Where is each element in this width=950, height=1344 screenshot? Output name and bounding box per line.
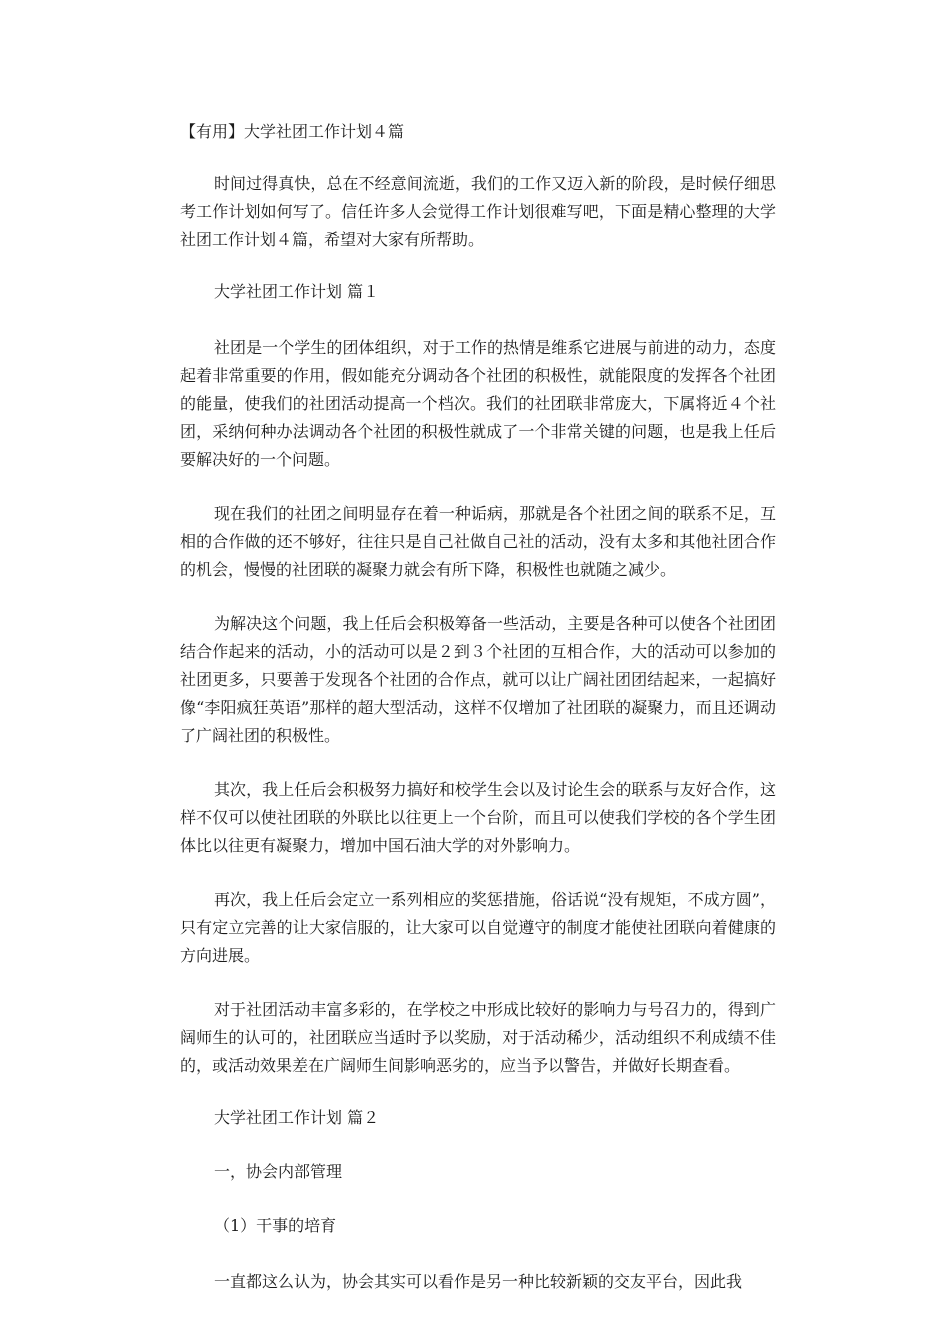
section1-paragraph-5: 再次，我上任后会定立一系列相应的奖惩措施，俗话说“没有规矩，不成方圆”，只有定立完善的让大家信服的，让大家可以自觉遵守的制度才能使社团联向着健康的方向进展。 [180,890,776,965]
section1-paragraph-1: 社团是一个学生的团体组织，对于工作的热情是维系它进展与前进的动力，态度起着非常重要的作用，假如能充分调动各个社团的积极性，就能限度的发挥各个社团的能量，使我们的社团活动提高一个档次。我们的社团联非常庞大，下属将近４个社团，采纳何种办法调动各个社团的积极性就成了一个非常关键的问题，也是我上任后要解决好的一个问题。 [180,338,776,469]
section1-paragraph-6: 对于社团活动丰富多彩的，在学校之中形成比较好的影响力与号召力的，得到广阔师生的认可的，社团联应当适时予以奖励，对于活动稀少，活动组织不利成绩不佳的，或活动效果差在广阔师生间影响恶劣的，应当予以警告，并做好长期查看。 [180,1000,776,1075]
section1-paragraph-2: 现在我们的社团之间明显存在着一种诟病，那就是各个社团之间的联系不足，互相的合作做的还不够好，往往只是自己社做自己社的活动，没有太多和其他社团合作的机会，慢慢的社团联的凝聚力就会有所下降，积极性也就随之减少。 [180,504,776,579]
section1-heading: 大学社团工作计划 篇１ [214,282,380,301]
section1-paragraph-3: 为解决这个问题，我上任后会积极筹备一些活动，主要是各种可以使各个社团团结合作起来的活动，小的活动可以是２到３个社团的互相合作，大的活动可以参加的社团更多，只要善于发现各个社团的合作点，就可以让广阔社团团结起来，一起搞好像“李阳疯狂英语”那样的超大型活动，这样不仅增加了社团联的凝聚力，而且还调动了广阔社团的积极性。 [180,614,776,745]
section2-heading: 大学社团工作计划 篇２ [214,1108,380,1127]
document-title: 【有用】大学社团工作计划４篇 [180,122,405,141]
section1-paragraph-4: 其次，我上任后会积极努力搞好和校学生会以及讨论生会的联系与友好合作，这样不仅可以使社团联的外联比以往更上一个台阶，而且可以使我们学校的各个学生团体比以往更有凝聚力，增加中国石油大学的对外影响力。 [180,780,776,855]
document-page [180,120,776,1322]
section2-paragraph: 一直都这么认为，协会其实可以看作是另一种比较新颖的交友平台，因此我 [214,1272,743,1291]
section2-item: （1）干事的培育 [214,1216,337,1235]
section2-subheading: 一，协会内部管理 [214,1162,343,1181]
intro-paragraph: 时间过得真快，总在不经意间流逝，我们的工作又迈入新的阶段，是时候仔细思考工作计划如何写了。信任许多人会觉得工作计划很难写吧，下面是精心整理的大学社团工作计划４篇，希望对大家有所帮助。 [180,174,776,249]
